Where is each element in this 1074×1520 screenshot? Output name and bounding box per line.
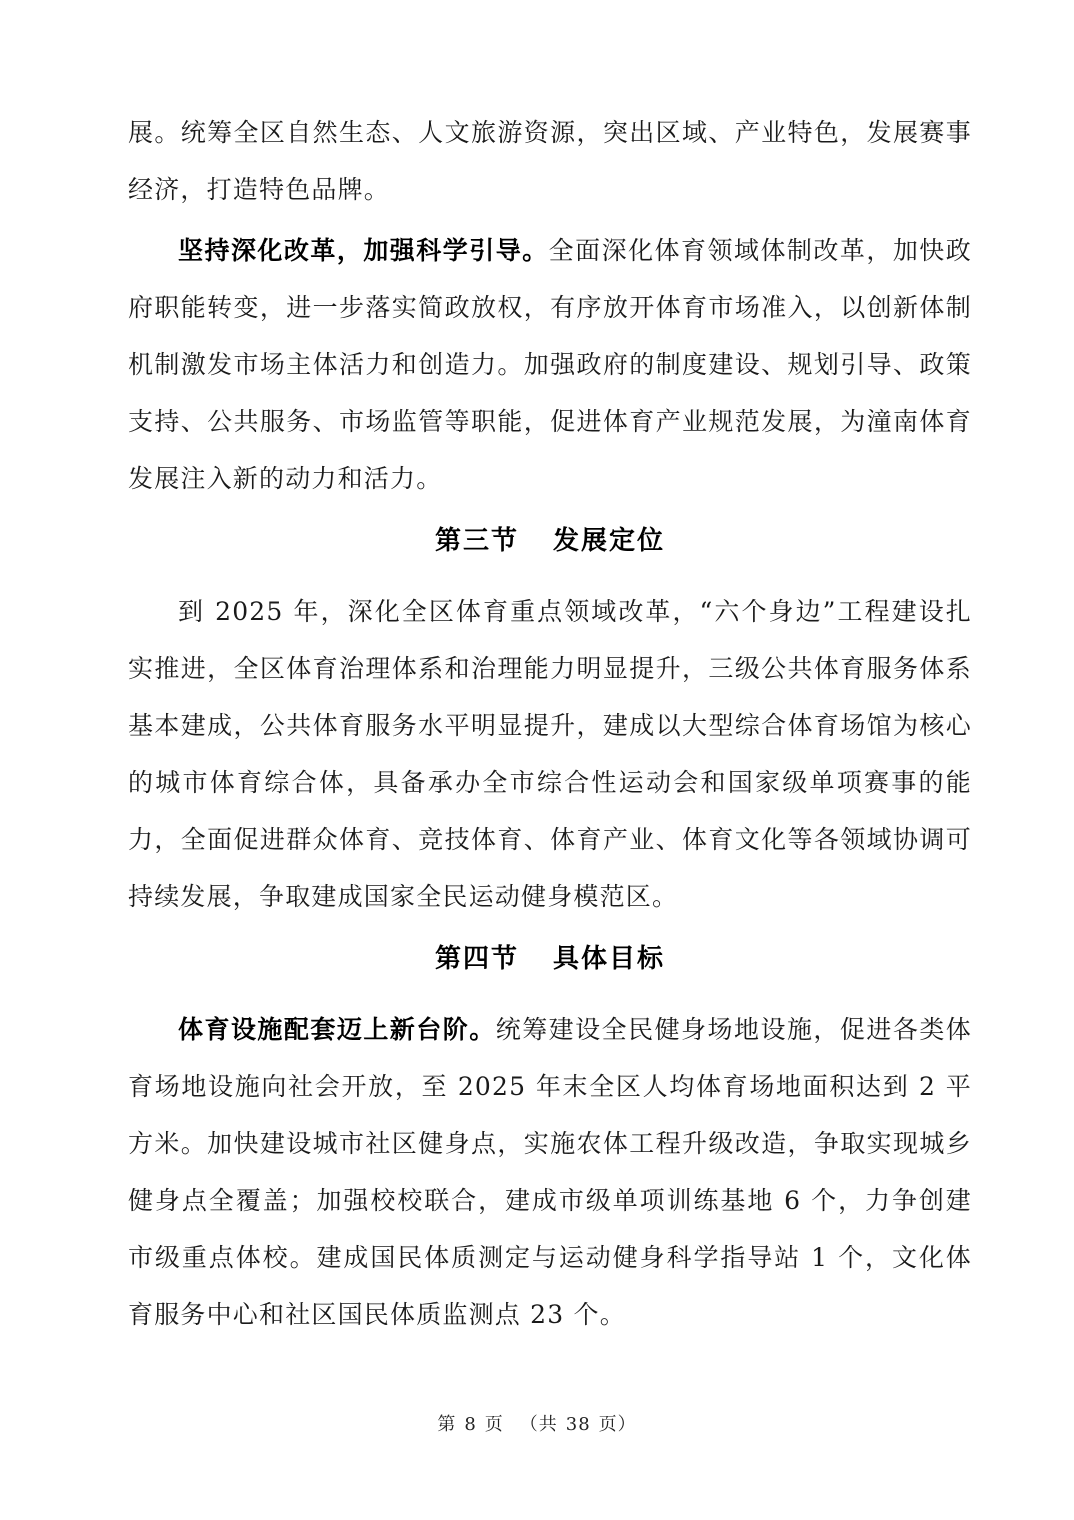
footer-total-close: 页） — [598, 1414, 637, 1435]
paragraph-continuation: 展。统筹全区自然生态、人文旅游资源，突出区域、产业特色，发展赛事经济，打造特色品牌。 — [128, 118, 972, 204]
section-title: 发展定位 — [553, 526, 666, 556]
footer-total-open: （共 — [519, 1414, 558, 1435]
paragraph-facilities — [128, 1001, 972, 1343]
paragraph-lead-facilities: 体育设施配套迈上新台阶。 — [178, 1015, 496, 1044]
section-heading-4 — [128, 931, 972, 988]
section-title: 具体目标 — [553, 944, 666, 974]
paragraph-lead-reform: 坚持深化改革，加强科学引导。 — [178, 236, 549, 265]
paragraph-positioning: 到 2025 年，深化全区体育重点领域改革，“六个身边”工程建设扎实推进，全区体育治理体系和治理能力明显提升，三级公共体育服务体系基本建成，公共体育服务水平明显提升，建成以大型综合体育场馆为核心的城市体育综合体，具备承办全市综合性运动会和国家级单项赛事的能力，全面促进群众体育、竞技体育、体育产业、体育文化等各领域协调可持续发展，争取建成国家全民运动健身模范区。 — [128, 597, 972, 911]
page-body — [128, 104, 972, 1343]
paragraph-body-facilities: 统筹建设全民健身场地设施，促进各类体育场地设施向社会开放，至 2025 年末全区人均体育场地面积达到 2 平方米。加快建设城市社区健身点，实施农体工程升级改造，争取实现城乡健身点全覆盖；加强校校联合，建成市级单项训练基地 6 个，力争创建市级重点体校。建成国民体质测定与运动健身科学指导站 1 个，文化体育服务中心和社区国民体质监测点 23 个。 — [128, 1015, 973, 1329]
footer-page-number: 8 — [464, 1414, 477, 1435]
paragraph-reform — [128, 222, 972, 507]
footer-page-unit: 页 — [484, 1414, 504, 1435]
section-number: 第四节 — [434, 944, 519, 974]
page-footer — [0, 1410, 1074, 1436]
footer-total-pages: 38 — [565, 1414, 591, 1435]
section-heading-3 — [128, 513, 972, 570]
footer-page-label: 第 — [437, 1414, 457, 1435]
paragraph-body-reform: 全面深化体育领域体制改革，加快政府职能转变，进一步落实简政放权，有序放开体育市场准入，以创新体制机制激发市场主体活力和创造力。加强政府的制度建设、规划引导、政策支持、公共服务、市场监管等职能，促进体育产业规范发展，为潼南体育发展注入新的动力和活力。 — [128, 236, 972, 493]
section-number: 第三节 — [434, 526, 519, 556]
